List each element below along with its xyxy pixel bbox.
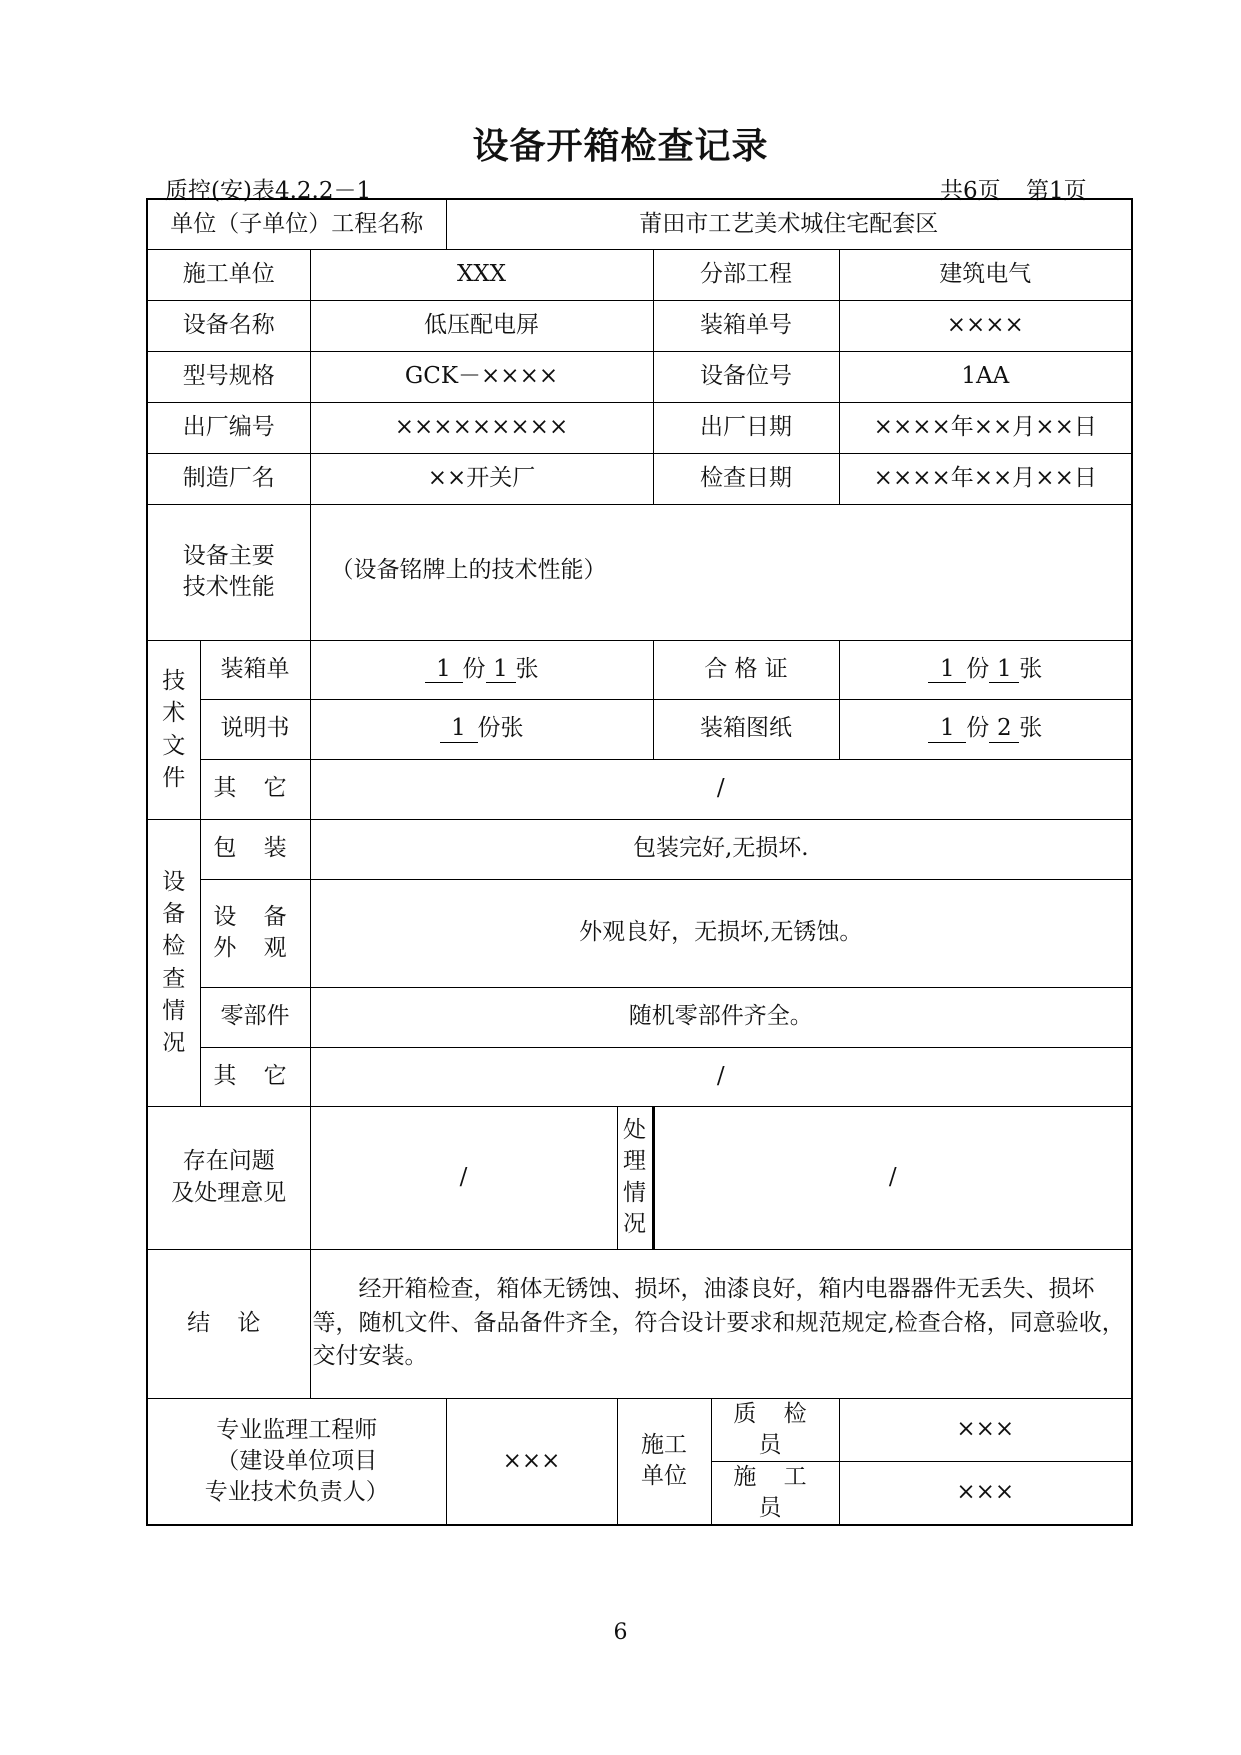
issues-value: / <box>310 1106 617 1249</box>
division-label: 分部工程 <box>653 249 839 300</box>
unit-label-line2: 单位 <box>641 1463 687 1490</box>
row-tech-packing-list <box>147 640 1132 699</box>
row-conclusion <box>147 1249 1132 1398</box>
inspector-label: 质 检 员 <box>711 1398 839 1461</box>
appearance-label-line2: 外 观 <box>213 935 297 961</box>
row-signature-inspector <box>147 1398 1132 1461</box>
parts-value: 随机零部件齐全。 <box>310 987 1132 1047</box>
drawings-sheets-unit: 张 <box>1019 715 1043 742</box>
construction-unit-value: XXX <box>310 249 653 300</box>
row-issues <box>147 1106 1132 1249</box>
row-inspect-packaging <box>147 819 1132 879</box>
packing-list-copies-unit: 份 <box>462 655 486 682</box>
certificate-value <box>839 640 1132 699</box>
inspection-form-table <box>146 198 1133 1526</box>
manufacturer-label: 制造厂名 <box>147 453 310 504</box>
issues-label-line1: 存在问题 <box>182 1148 275 1175</box>
equipment-name-label: 设备名称 <box>147 300 310 351</box>
inspect-other-label: 其 它 <box>200 1047 310 1106</box>
row-tech-manual <box>147 699 1132 759</box>
construction-unit-label: 施工单位 <box>147 249 310 300</box>
certificate-sheets: 1 <box>989 657 1019 683</box>
inspection-group-text: 设备检查情况 <box>162 868 186 1056</box>
page-number: 6 <box>613 1620 628 1645</box>
row-inspect-appearance <box>147 879 1132 987</box>
supervisor-line3: 专业技术负责人） <box>204 1478 389 1505</box>
row-manufacturer <box>147 453 1132 504</box>
row-inspect-parts <box>147 987 1132 1047</box>
factory-date-label: 出厂日期 <box>653 402 839 453</box>
supervisor-label <box>147 1398 446 1525</box>
page-info: 共6页 第1页 <box>940 178 1087 204</box>
packaging-value: 包装完好,无损坏. <box>310 819 1132 879</box>
manual-value <box>310 699 653 759</box>
issues-label <box>147 1106 310 1249</box>
certificate-copies-unit: 份 <box>966 655 990 682</box>
drawings-copies: 1 <box>928 716 966 742</box>
manual-copies-unit: 份张 <box>477 715 524 742</box>
drawings-value <box>839 699 1132 759</box>
manual-copies: 1 <box>440 716 478 742</box>
model-value: GCK－×××× <box>310 351 653 402</box>
inspection-group-label <box>147 819 200 1106</box>
certificate-sheets-unit: 张 <box>1019 655 1043 682</box>
certificate-label: 合 格 证 <box>653 640 839 699</box>
tech-docs-group-label <box>147 640 200 819</box>
project-value: 莆田市工艺美术城住宅配套区 <box>446 199 1132 249</box>
appearance-label-line1: 设 备 <box>213 903 297 930</box>
division-value: 建筑电气 <box>839 249 1132 300</box>
row-performance <box>147 504 1132 640</box>
performance-value: （设备铭牌上的技术性能） <box>310 504 1132 640</box>
handling-value: / <box>653 1106 1132 1249</box>
drawings-sheets: 2 <box>989 716 1019 742</box>
position-no-label: 设备位号 <box>653 351 839 402</box>
serial-no-label: 出厂编号 <box>147 402 310 453</box>
issues-label-line2: 及处理意见 <box>171 1179 287 1206</box>
inspector-value: ××× <box>839 1398 1132 1461</box>
handling-label-line1: 处理 <box>623 1117 646 1175</box>
handling-label-line2: 情况 <box>623 1179 646 1237</box>
manufacturer-value: ××开关厂 <box>310 453 653 504</box>
drawings-label: 装箱图纸 <box>653 699 839 759</box>
tech-docs-group-text: 技术文件 <box>162 668 186 791</box>
worker-value: ××× <box>839 1461 1132 1525</box>
row-inspect-other <box>147 1047 1132 1106</box>
manual-label: 说明书 <box>200 699 310 759</box>
supervisor-line1: 专业监理工程师 <box>216 1416 378 1443</box>
packing-list-label: 装箱单 <box>200 640 310 699</box>
packaging-label: 包 装 <box>200 819 310 879</box>
row-project <box>147 199 1132 249</box>
construction-unit-sign-label <box>617 1398 711 1525</box>
row-equipment-name <box>147 300 1132 351</box>
conclusion-text: 经开箱检查，箱体无锈蚀、损坏，油漆良好，箱内电器器件无丢失、损坏等，随机文件、备品备件齐全，符合设计要求和规范规定,检查合格，同意验收，交付安装。 <box>310 1249 1132 1398</box>
serial-no-value: ××××××××× <box>310 402 653 453</box>
check-date-label: 检查日期 <box>653 453 839 504</box>
appearance-label <box>200 879 310 987</box>
performance-label-line1: 设备主要 <box>182 542 275 569</box>
packing-list-sheets: 1 <box>486 657 516 683</box>
conclusion-label: 结 论 <box>147 1249 310 1398</box>
model-label: 型号规格 <box>147 351 310 402</box>
document-title: 设备开箱检查记录 <box>472 126 769 167</box>
drawings-copies-unit: 份 <box>966 715 990 742</box>
row-serial <box>147 402 1132 453</box>
supervisor-line2: （建设单位项目 <box>216 1447 378 1474</box>
packing-no-label: 装箱单号 <box>653 300 839 351</box>
unit-label-line1: 施工 <box>641 1432 687 1459</box>
factory-date-value: ××××年××月××日 <box>839 402 1132 453</box>
packing-no-value: ×××× <box>839 300 1132 351</box>
worker-label: 施 工 员 <box>711 1461 839 1525</box>
tech-other-value: / <box>310 759 1132 819</box>
parts-label: 零部件 <box>200 987 310 1047</box>
packing-list-value <box>310 640 653 699</box>
certificate-copies: 1 <box>928 657 966 683</box>
row-tech-other <box>147 759 1132 819</box>
position-no-value: 1AA <box>839 351 1132 402</box>
performance-label <box>147 504 310 640</box>
tech-other-label: 其 它 <box>200 759 310 819</box>
equipment-name-value: 低压配电屏 <box>310 300 653 351</box>
row-construction-unit <box>147 249 1132 300</box>
supervisor-value: ××× <box>446 1398 617 1525</box>
performance-label-line2: 技术性能 <box>182 574 275 600</box>
form-code: 质控(安)表4.2.2－1 <box>165 178 372 204</box>
row-model <box>147 351 1132 402</box>
project-label: 单位（子单位）工程名称 <box>147 199 446 249</box>
packing-list-sheets-unit: 张 <box>515 655 539 682</box>
inspect-other-value: / <box>310 1047 1132 1106</box>
check-date-value: ××××年××月××日 <box>839 453 1132 504</box>
packing-list-copies: 1 <box>425 657 463 683</box>
handling-label <box>617 1106 653 1249</box>
appearance-value: 外观良好，无损坏,无锈蚀。 <box>310 879 1132 987</box>
